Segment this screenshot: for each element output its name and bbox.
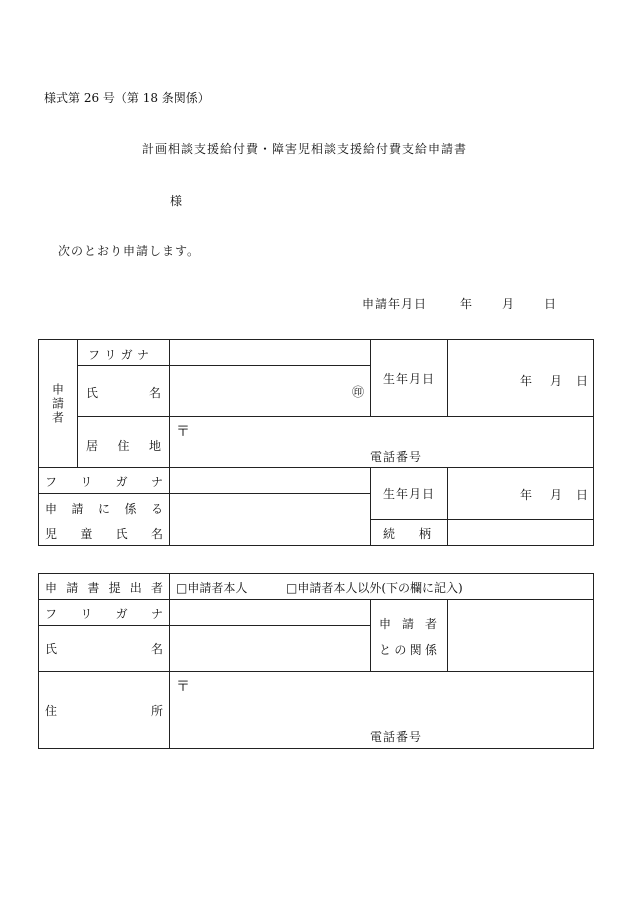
relation-label — [371, 520, 448, 546]
label-char: る — [150, 502, 163, 516]
child-birthdate-label: 生年月日 — [371, 468, 448, 520]
label-char: 名 — [150, 526, 163, 541]
child-name-label-line2 — [39, 494, 170, 520]
label-char: 柄 — [418, 527, 431, 541]
furigana-char: リ — [80, 607, 93, 621]
furigana-char: フ — [45, 607, 58, 621]
applicant-name-label — [78, 366, 170, 417]
applicant-label-text: 申請者 — [50, 382, 65, 425]
name-char: 名 — [148, 386, 161, 400]
birthdate-month: 月 — [550, 374, 563, 388]
label-char: 関 — [409, 643, 422, 657]
child-furigana-label — [39, 468, 170, 494]
applicant-table — [38, 339, 594, 546]
applicant-birthdate-label: 生年月日 — [371, 340, 448, 417]
addressee-suffix: 様 — [170, 194, 183, 208]
applicant-address-field[interactable] — [170, 417, 594, 468]
label-char: 氏 — [115, 526, 128, 541]
application-date-day: 日 — [544, 297, 557, 311]
label-char: 申 — [379, 617, 392, 631]
submitter-table — [38, 573, 594, 749]
address-char: 居 — [86, 439, 99, 453]
label-char: 請 — [71, 502, 84, 516]
option-self-checkbox[interactable]: □申請者本人 — [176, 581, 248, 595]
label-char: 者 — [150, 581, 163, 595]
relation-to-applicant-label — [371, 600, 448, 672]
applicant-birthdate-field[interactable] — [448, 340, 594, 417]
label-char: 請 — [66, 581, 79, 595]
relation-field[interactable] — [448, 520, 594, 546]
label-char: 出 — [129, 581, 142, 595]
application-date-label: 申請年月日 — [362, 297, 428, 311]
furigana-char: ナ — [136, 348, 149, 362]
furigana-char: フ — [88, 348, 101, 362]
label-char: 係 — [424, 643, 437, 657]
option-other-checkbox[interactable]: □申請者本人以外(下の欄に記入) — [286, 581, 463, 595]
submitter-furigana-field[interactable] — [170, 600, 371, 626]
submitter-options — [170, 574, 594, 600]
submitter-furigana-label — [39, 600, 170, 626]
furigana-char: フ — [45, 475, 58, 489]
address-char: 住 — [45, 704, 58, 718]
birthdate-year: 年 — [520, 374, 533, 388]
child-birthdate-month: 月 — [550, 488, 563, 502]
furigana-char: ナ — [150, 475, 163, 489]
label-char: 申 — [45, 581, 58, 595]
child-name-field[interactable] — [170, 494, 371, 546]
page-title: 計画相談支援給付費・障害児相談支援給付費支給申請書 — [142, 142, 468, 156]
submitter-label — [39, 574, 170, 600]
form-number: 様式第 26 号（第 18 条関係） — [44, 91, 210, 105]
address-char: 地 — [148, 439, 161, 453]
label-char: 童 — [80, 526, 93, 541]
label-char: 請 — [401, 617, 414, 631]
applicant-address-label — [78, 417, 170, 468]
furigana-char: ナ — [150, 607, 163, 621]
furigana-char: ガ — [120, 348, 133, 362]
birthdate-day: 日 — [576, 374, 589, 388]
label-char: 続 — [383, 527, 396, 541]
applicant-section-label — [39, 340, 78, 468]
phone-label: 電話番号 — [370, 450, 423, 464]
address-char: 所 — [150, 704, 163, 718]
label-char: 係 — [124, 502, 137, 516]
address-char: 住 — [117, 439, 130, 453]
label-char: と — [379, 643, 392, 657]
name-char: 氏 — [45, 642, 58, 656]
furigana-char: ガ — [115, 475, 128, 489]
label-char: の — [394, 643, 407, 657]
application-date-month: 月 — [502, 297, 515, 311]
name-char: 名 — [150, 642, 163, 656]
label-char: 児 — [45, 526, 58, 541]
submitter-address-label — [39, 672, 170, 749]
submitter-address-field[interactable] — [170, 672, 594, 749]
furigana-char: リ — [104, 348, 117, 362]
child-birthdate-year: 年 — [520, 488, 533, 502]
intro-text: 次のとおり申請します。 — [58, 244, 201, 258]
name-char: 氏 — [86, 386, 99, 400]
label-char: 書 — [87, 581, 100, 595]
seal-mark-icon: ㊞ — [351, 385, 364, 399]
child-name-label-line3 — [39, 520, 170, 546]
label-char: 者 — [424, 617, 437, 631]
child-furigana-field[interactable] — [170, 468, 371, 494]
furigana-char: リ — [80, 475, 93, 489]
child-birthdate-day: 日 — [576, 488, 589, 502]
applicant-furigana-field[interactable] — [170, 340, 371, 366]
postal-mark-icon: 〒 — [176, 679, 190, 695]
submitter-name-field[interactable] — [170, 626, 371, 672]
applicant-furigana-label — [78, 340, 170, 366]
label-char: に — [97, 502, 110, 516]
label-char: 申 — [45, 502, 58, 516]
furigana-char: ガ — [115, 607, 128, 621]
submitter-name-label — [39, 626, 170, 672]
application-date-year: 年 — [460, 297, 473, 311]
relation-to-applicant-field[interactable] — [448, 600, 594, 672]
phone-label: 電話番号 — [370, 730, 423, 744]
child-birthdate-field[interactable] — [448, 468, 594, 520]
applicant-name-field[interactable] — [170, 366, 371, 417]
label-char: 提 — [108, 581, 121, 595]
postal-mark-icon: 〒 — [176, 424, 190, 440]
